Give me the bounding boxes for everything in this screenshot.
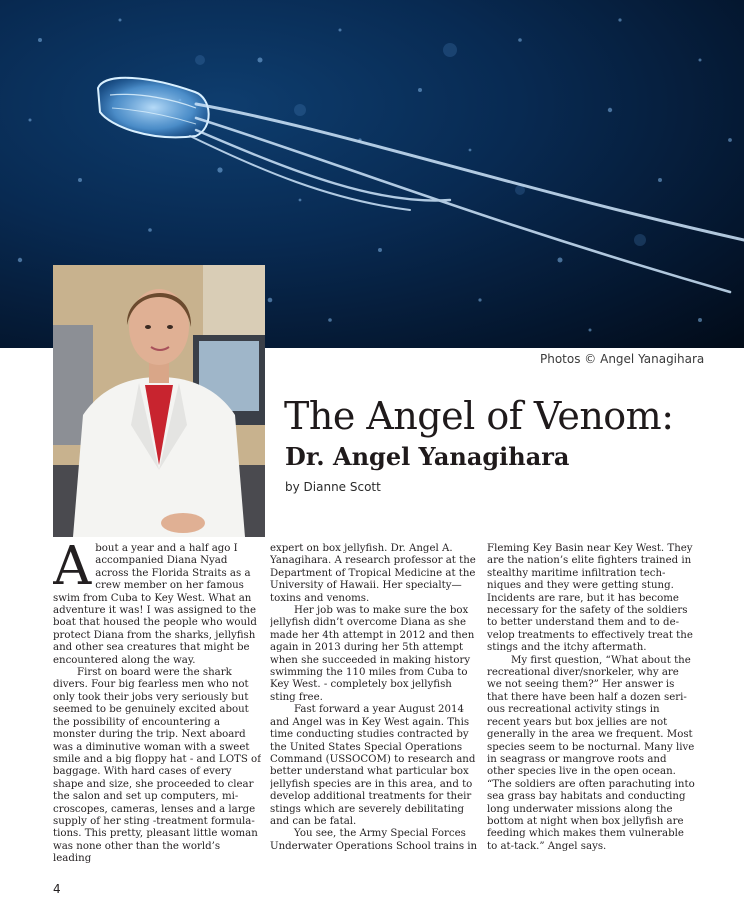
byline: by Dianne Scott [285, 480, 381, 494]
paragraph: You see, the Army Special Forces Underwater Operations School trains in [270, 828, 478, 852]
portrait-photo [53, 265, 265, 537]
paragraph [53, 543, 261, 667]
paragraph: Fleming Key Basin near Key West. They are the nation’s elite fighters trained in stealthy maritime infiltration tech-niques and they were getting stung. Incidents are rare, but it has become necessary for the safety of the soldiers to better understand them and to de-velop treatments to effectively treat the stings and the itchy aftermath. [487, 543, 693, 654]
paragraph: expert on box jellyfish. Dr. Angel A. Yanagihara. A research professor at the Department of Tropical Medicine at the University of Hawaii. Her specialty—toxins and venoms. [270, 543, 476, 604]
paragraph-text: bout a year and a half ago I accompanied Diana Nyad across the Florida Straits as a crew member on her famous swim from Cuba to Key West. What an adventure it was! I was assigned to the boat that housed the people who would protect Diana from the sharks, jellyfish and other sea creatures that might be encountered along the way. [53, 543, 257, 666]
photo-credit: Photos © Angel Yanagihara [540, 352, 705, 366]
article-column-1 [53, 543, 261, 878]
article-column-2 [270, 543, 478, 878]
article-title: The Angel of Venom: [284, 394, 674, 438]
page-number: 4 [53, 882, 61, 896]
paragraph: My first question, “What about the recreational diver/snorkeler, why are we not seeing them?” Her answer is that there have been half a dozen seri-ous recreational activity stings in recent years but box jellies are not generally in the area we frequent. Most species seem to be nocturnal. Many live in seagrass or mangrove roots and other species live in the open ocean. “The soldiers are often parachuting into sea grass bay habitats and conducting long underwater missions along the bottom at night when box jellyfish are feeding which makes them vulnerable to at-tack.” Angel says. [487, 654, 695, 852]
article-column-3 [487, 543, 695, 878]
portrait-illustration [53, 265, 265, 537]
paragraph: First on board were the shark divers. Four big fearless men who not only took their jobs very seriously but seemed to be genuinely excited about the possibility of encountering a monster during the trip. Next aboard was a diminutive woman with a sweet smile and a big floppy hat - and LOTS of baggage. With hard cases of every shape and size, she proceeded to clear the salon and set up computers, mi-croscopes, cameras, lenses and a large supply of her sting -treatment formula-tions. This pretty, pleasant little woman was none other than the world’s leading [53, 667, 261, 865]
drop-cap: A [53, 543, 92, 597]
paragraph: Her job was to make sure the box jellyfish didn’t overcome Diana as she made her 4th attempt in 2012 and then again in 2013 during her 5th attempt when she succeeded in making history swimming the 110 miles from Cuba to Key West. - completely box jellyfish sting free. [270, 605, 475, 703]
paragraph: Fast forward a year August 2014 and Angel was in Key West again. This time conducting studies contracted by the United States Special Operations Command (USSOCOM) to research and better understand what particular box jellyfish species are in this area, and to develop additional treatments for their stings which are severely debilitating and can be fatal. [270, 704, 476, 827]
article-subtitle: Dr. Angel Yanagihara [285, 442, 570, 471]
